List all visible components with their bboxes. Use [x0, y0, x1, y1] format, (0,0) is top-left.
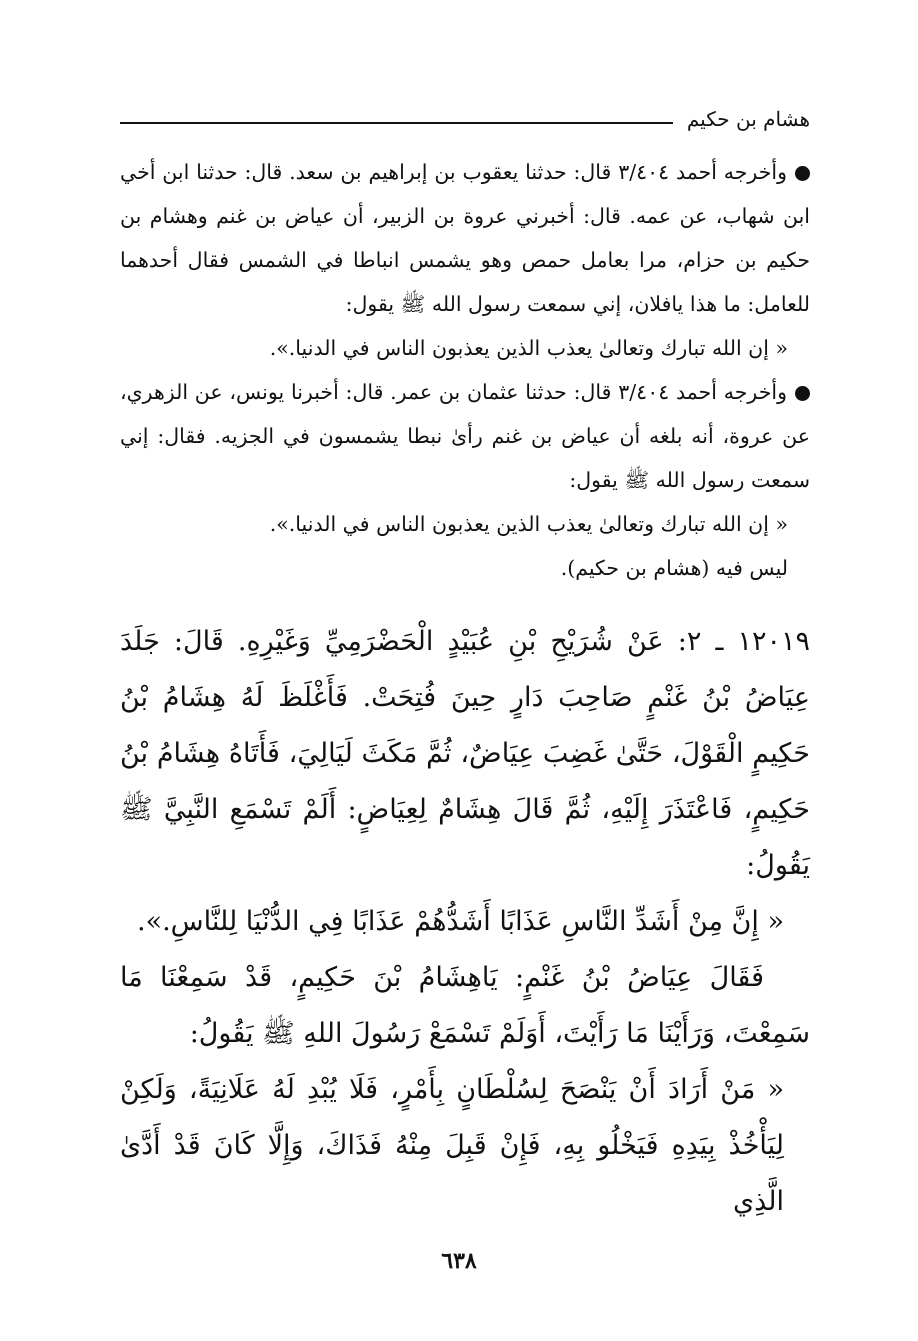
takhrij-entry-2-text: وأخرجه أحمد ٣/٤٠٤ قال: حدثنا عثمان بن عمر. قال: أخبرنا يونس، عن الزهري، عن عروة، أنه بلغه أن عياض بن غنم رأىٰ نبطا يشمسون في الجزيه. فقال: إني سمعت رسول الله ﷺ يقول: — [120, 380, 810, 492]
takhrij-entry-1-quote: « إن الله تبارك وتعالىٰ يعذب الذين يعذبون الناس في الدنيا.». — [269, 336, 788, 360]
takhrij-entry-2-quote: « إن الله تبارك وتعالىٰ يعذب الذين يعذبون الناس في الدنيا.». — [269, 512, 788, 536]
page-content — [120, 150, 810, 1230]
main-hadith-paragraph-1: ١٢٠١٩ ـ ٢: عَنْ شُرَيْحِ بْنِ عُبَيْدٍ الْحَضْرَمِيِّ وَغَيْرِهِ. قَالَ: جَلَدَ عِيَاضُ بْنُ غَنْمٍ صَاحِبَ دَارٍ حِينَ فُتِحَتْ. فَأَغْلَظَ لَهُ هِشَامُ بْنُ حَكِيمٍ الْقَوْلَ، حَتَّىٰ غَضِبَ عِيَاضٌ، ثُمَّ مَكَثَ لَيَالِيَ، فَأَتَاهُ هِشَامُ بْنُ حَكِيمٍ، فَاعْتَذَرَ إِلَيْهِ، ثُمَّ قَالَ هِشَامٌ لِعِيَاضٍ: أَلَمْ تَسْمَعِ النَّبِيَّ ﷺ يَقُولُ: — [120, 626, 811, 881]
takhrij-entry-1 — [120, 150, 810, 326]
running-header — [120, 104, 810, 134]
takhrij-entry-1-text: وأخرجه أحمد ٣/٤٠٤ قال: حدثنا يعقوب بن إبراهيم بن سعد. قال: حدثنا ابن أخي ابن شهاب، عن عمه. قال: أخبرني عروة بن الزبير، أن عياض بن غنم وهشام بن حكيم بن حزام، مرا بعامل حمص وهو يشمس انباطا في الشمس فقال أحدهما للعامل: ما هذا يافلان، إني سمعت رسول الله ﷺ يقول: — [120, 160, 810, 316]
main-hadith — [120, 614, 810, 1230]
main-hadith-quote-1: « إِنَّ مِنْ أَشَدِّ النَّاسِ عَذَابًا أَشَدُّهُمْ عَذَابًا فِي الدُّنْيَا لِلنَّاسِ.». — [137, 906, 784, 937]
page-number: ٦٣٨ — [441, 1248, 477, 1274]
takhrij-section — [120, 150, 810, 590]
main-hadith-paragraph-2: فَقَالَ عِيَاضُ بْنُ غَنْمٍ: يَاهِشَامُ بْنَ حَكِيمٍ، قَدْ سَمِعْنَا مَا سَمِعْتَ، وَرَأَيْنَا مَا رَأَيْتَ، أَوَلَمْ تَسْمَعْ رَسُولَ اللهِ ﷺ يَقُولُ: — [120, 962, 810, 1049]
main-hadith-quote-2: « مَنْ أَرَادَ أَنْ يَنْصَحَ لِسُلْطَانٍ بِأَمْرٍ، فَلَا يُبْدِ لَهُ عَلَانِيَةً، وَلَكِنْ لِيَأْخُذْ بِيَدِهِ فَيَخْلُو بِهِ، فَإِنْ قَبِلَ مِنْهُ فَذَاكَ، وَإِلَّا كَانَ قَدْ أَدَّىٰ الَّذِي — [120, 1074, 784, 1217]
takhrij-note: ليس فيه (هشام بن حكيم). — [560, 556, 788, 580]
takhrij-entry-2 — [120, 370, 810, 502]
header-title: هشام بن حكيم — [686, 107, 810, 131]
bullet-dot-icon — [795, 386, 810, 401]
header-rule — [120, 122, 673, 124]
bullet-dot-icon — [795, 166, 810, 181]
